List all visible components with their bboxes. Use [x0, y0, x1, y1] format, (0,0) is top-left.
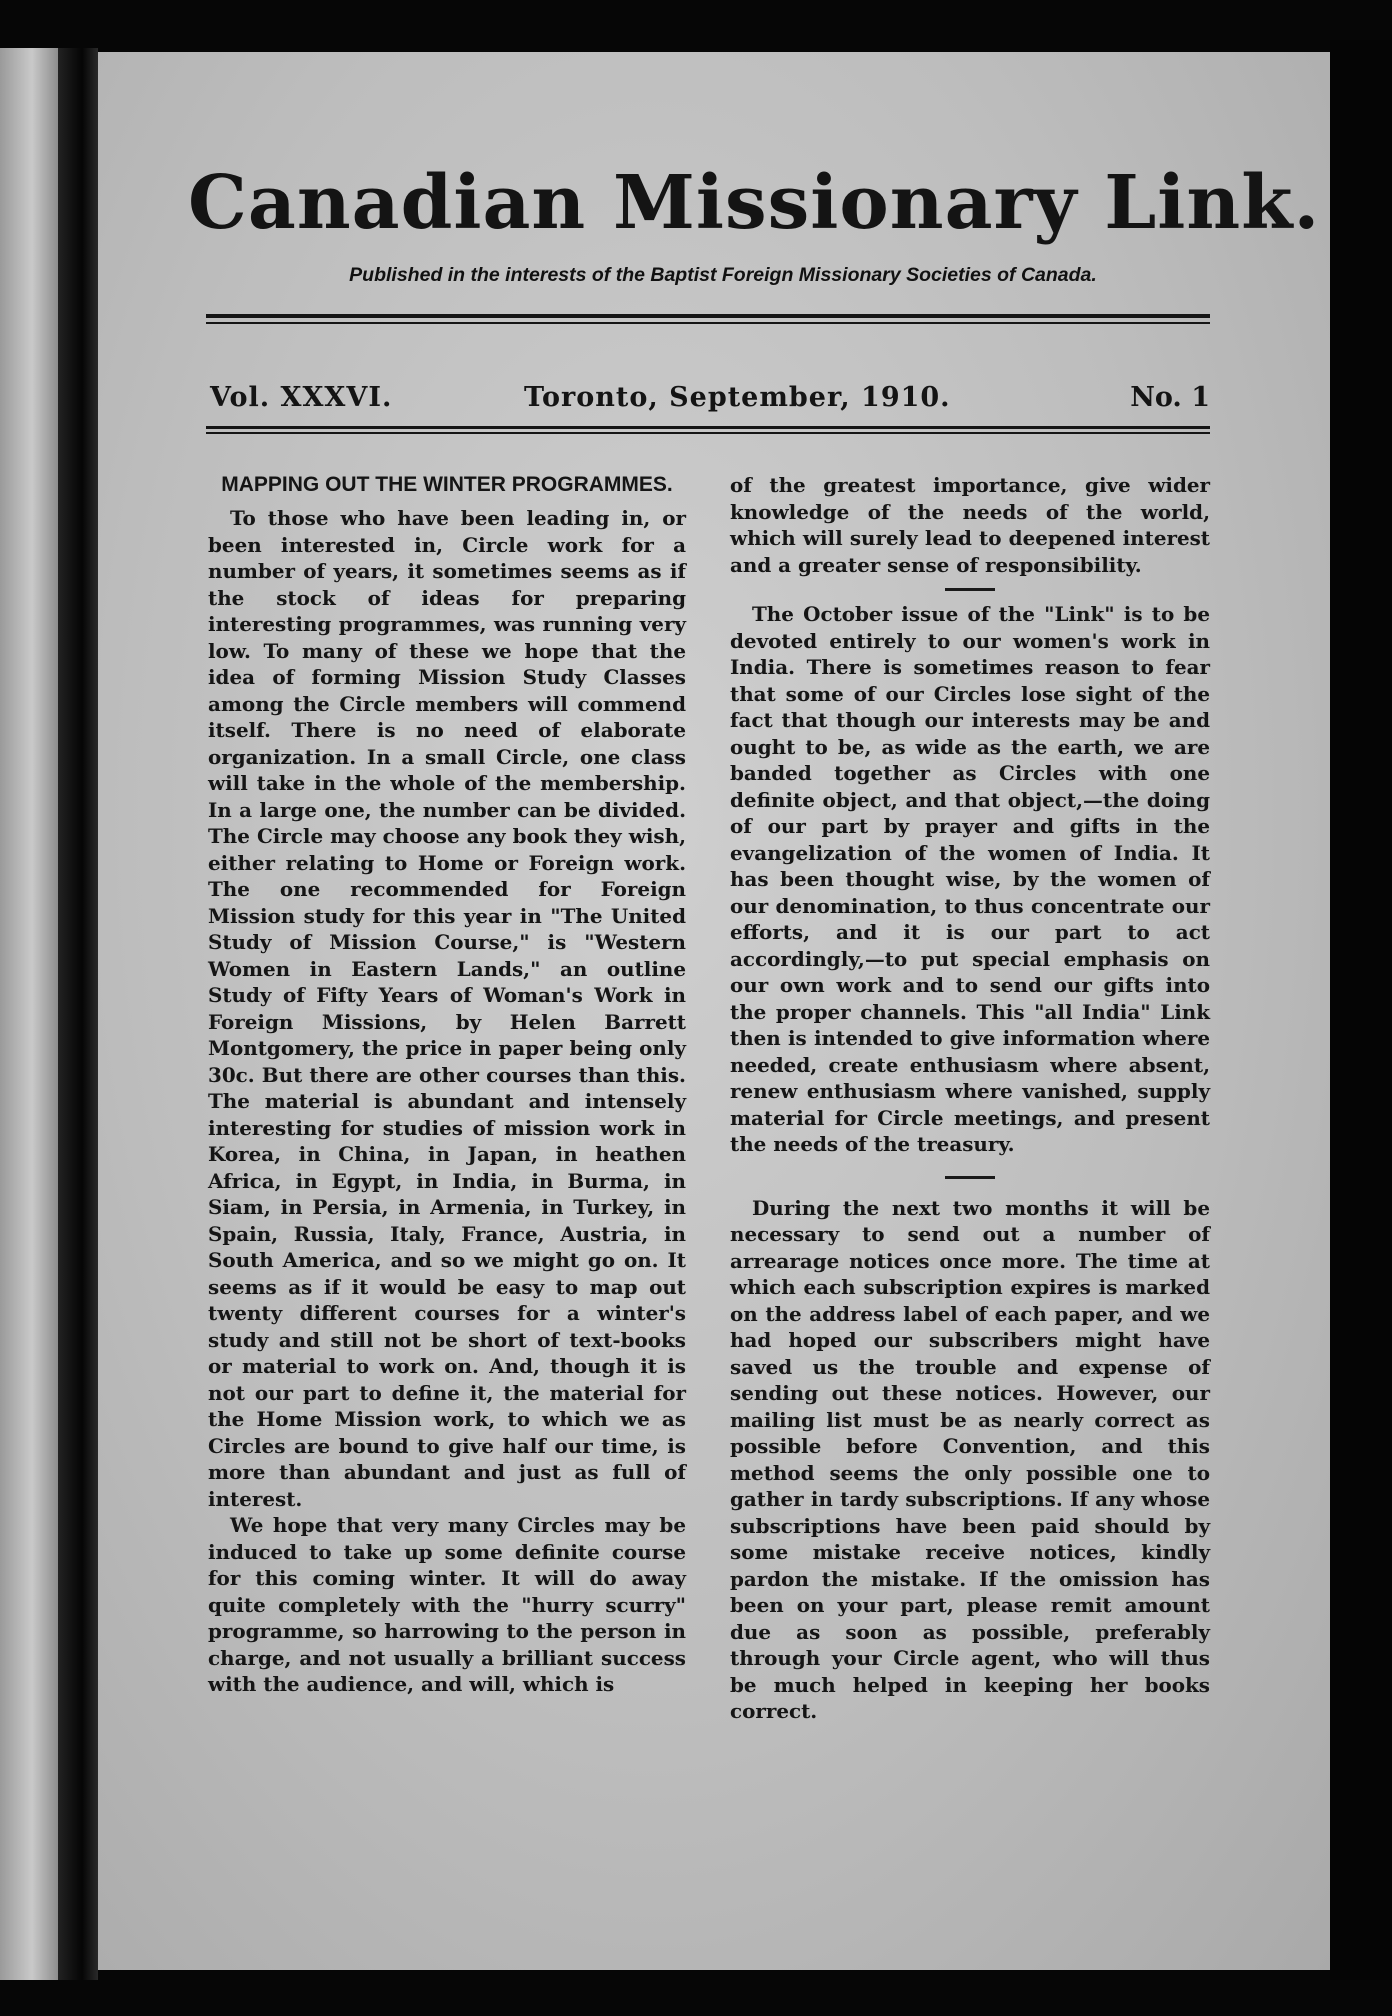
- top-rule: [206, 314, 1210, 318]
- book-gutter: [58, 48, 98, 1980]
- article-heading: MAPPING OUT THE WINTER PROGRAMMES.: [221, 473, 673, 496]
- adjacent-page-edge: [0, 48, 58, 1980]
- section-divider: [945, 1176, 995, 1179]
- article-paragraph: To those who have been leading in, or been interested in, Circle work for a number of years, it sometimes seems as if the stock of ideas for preparing interesting programmes, was running very low. To many of these we hope that the idea of forming Mission Study Classes among the Circle members will commend itself. There is no need of elaborate organization. In a small Circle, one class will take in the whole of the membership. In a large one, the number can be divided. The Circle may choose any book they wish, either relating to Home or Foreign work. The one recommended for Foreign Mission study for this year in "The United Study of Mission Course," is "Western Women in Eastern Lands," an outline Study of Fifty Years of Woman's Work in Foreign Missions, by Helen Barrett Montgomery, the price in paper being only 30c. But there are other courses than this. The material is abundant and intensely interesting for studies of mission work in Korea, in China, in Japan, in heathen Africa, in Egypt, in India, in Burma, in Siam, in Persia, in Armenia, in Turkey, in Spain, Russia, Italy, France, Austria, in South America, and so we might go on. It seems as if it would be easy to map out twenty different courses for a winter's study and still not be short of text-books or material to work on. And, though it is not our part to define it, the material for the Home Mission work, to which we as Circles are bound to give half our time, is more than abundant and just as full of interest.: [208, 506, 686, 1511]
- newspaper-page: [98, 52, 1330, 1970]
- masthead-title: Canadian Missionary Link.: [188, 160, 1321, 246]
- place-date-label: Toronto, September, 1910.: [524, 382, 951, 413]
- scan-border: [1330, 40, 1392, 1980]
- bottom-rule: [206, 426, 1210, 429]
- left-column: [208, 472, 686, 1698]
- top-rule-thin: [206, 322, 1210, 324]
- article-paragraph: During the next two months it will be necessary to send out a number of arrearage notices once more. The time at which each subscription expires is marked on the address label of each paper, and we had hoped our subscribers might have saved us the trouble and expense of sending out these notices. However, our mailing list must be as nearly correct as possible before Convention, and this method seems the only possible one to gather in tardy subscriptions. If any whose subscriptions have been paid should by some mistake receive notices, kindly pardon the mistake. If the omission has been on your part, please remit amount due as soon as possible, preferably through your Circle agent, who will thus be much helped in keeping her books correct.: [730, 1195, 1210, 1723]
- right-column: [730, 472, 1210, 1725]
- issue-number-label: No. 1: [1130, 382, 1210, 413]
- article-paragraph: The October issue of the "Link" is to be devoted entirely to our women's work in India. There is sometimes reason to fear that some of our Circles lose sight of the fact that though our interests may be and ought to be, as wide as the earth, we are banded together as Circles with one definite object, and that object,—the doing of our part by prayer and gifts in the evangelization of the women of India. It has been thought wise, by the women of our denomination, to thus concentrate our efforts, and it is our part to act accordingly,—to put special emphasis on our own work and to send our gifts into the proper channels. This "all India" Link then is intended to give information where needed, create enthusiasm where absent, renew enthusiasm where vanished, supply material for Circle meetings, and present the needs of the treasury.: [730, 602, 1210, 1156]
- article-continuation: of the greatest importance, give wider knowledge of the needs of the world, which will surely lead to deepened interest and a greater sense of responsibility.: [730, 473, 1210, 577]
- bottom-rule-thin: [206, 432, 1210, 434]
- volume-label: Vol. XXXVI.: [210, 382, 393, 413]
- article-paragraph: We hope that very many Circles may be induced to take up some definite course for this coming winter. It will do away quite completely with the "hurry scurry" programme, so harrowing to the person in charge, and not usually a brilliant success with the audience, and will, which is: [208, 1513, 686, 1696]
- section-divider: [945, 588, 995, 591]
- masthead-subtitle: Published in the interests of the Baptist Foreign Missionary Societies of Canada.: [349, 264, 1097, 286]
